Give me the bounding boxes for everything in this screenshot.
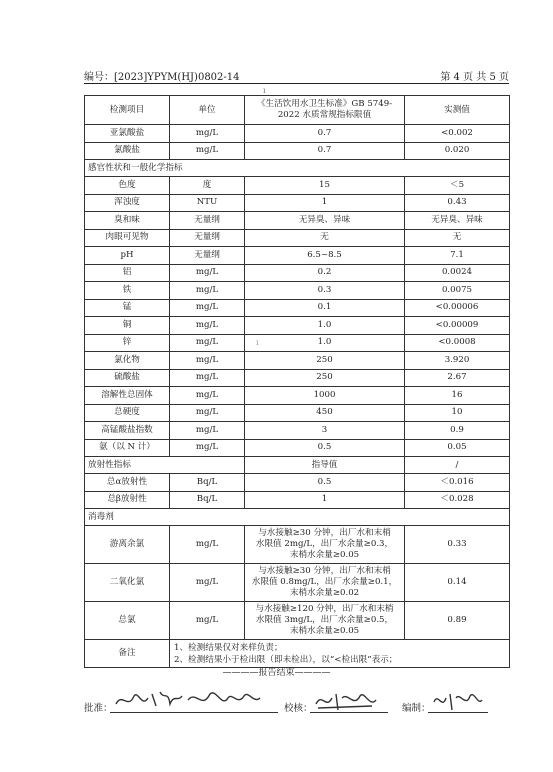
limit-value: 15 [245, 177, 405, 195]
measured-value: 0.14 [405, 564, 510, 602]
limit-value: 0.3 [245, 282, 405, 300]
measured-value: 0.33 [405, 526, 510, 564]
limit-value: 1.0 [245, 317, 405, 335]
table-row [85, 491, 510, 509]
table-row [85, 142, 510, 160]
unit: mg/L [170, 369, 245, 387]
item-name: 氨（以 N 计） [85, 439, 170, 457]
limit-value: 无异臭、异味 [245, 212, 405, 230]
limit-value: 450 [245, 404, 405, 422]
unit: mg/L [170, 439, 245, 457]
table-header-row [85, 96, 510, 125]
unit: mg/L [170, 317, 245, 335]
limit-line: 与水接触≥30 分钟，出厂水和末梢 [258, 528, 391, 538]
measured-value: 无 [405, 229, 510, 247]
table-row [85, 264, 510, 282]
unit: mg/L [170, 264, 245, 282]
section-row [85, 509, 510, 526]
unit: 度 [170, 177, 245, 195]
table-row [85, 422, 510, 440]
compiler-signature [430, 688, 486, 714]
report-number: 编号：[2023]YPYM(HJ)0802-14 [84, 72, 240, 83]
limit-value [245, 564, 405, 602]
measured-value: ＜0.028 [405, 491, 510, 509]
table-row [85, 177, 510, 195]
measured-value: 0.43 [405, 194, 510, 212]
limit-value: 1000 [245, 387, 405, 405]
limit-value: 1 [245, 491, 405, 509]
item-name: 臭和味 [85, 212, 170, 230]
item-name: 溶解性总固体 [85, 387, 170, 405]
compile-label: 编制： [402, 703, 431, 714]
table-row [85, 387, 510, 405]
section-title: 消毒剂 [85, 509, 510, 526]
item-name: 总β放射性 [85, 491, 170, 509]
unit: mg/L [170, 334, 245, 352]
measured-value: <0.0008 [405, 334, 510, 352]
limit-line: 与水接触≥120 分钟，出厂水和末梢 [255, 604, 394, 614]
remark-line: 2、检测结果小于检出限（即未检出），以“<检出限”表示； [174, 654, 398, 665]
table-row [85, 334, 510, 352]
measured-value: ＜0.016 [405, 474, 510, 492]
approver-signature [112, 686, 272, 714]
unit: mg/L [170, 404, 245, 422]
limit-value: 1.0 [245, 334, 405, 352]
item-name: 亚氯酸盐 [85, 125, 170, 143]
header-limit: 《生活饮用水卫生标准》GB 5749-2022 水质常规指标限值 [245, 96, 405, 125]
limit-line: 末梢水余量≥0.05 [289, 626, 360, 636]
limit-value: 0.2 [245, 264, 405, 282]
remark-line: 1、检测结果仅对来样负责； [174, 642, 283, 653]
item-name: 氯化物 [85, 352, 170, 370]
approve-label: 批准： [84, 703, 113, 714]
item-name: 锰 [85, 299, 170, 317]
results-table [84, 95, 510, 668]
unit: mg/L [170, 564, 245, 602]
item-name: 铜 [85, 317, 170, 335]
limit-value [245, 526, 405, 564]
header-unit: 单位 [170, 96, 245, 125]
measured-placeholder: / [405, 457, 510, 474]
unit: Bq/L [170, 491, 245, 509]
item-name: 铁 [85, 282, 170, 300]
reviewer-signature [312, 688, 386, 714]
measured-value: 3.920 [405, 352, 510, 370]
measured-value: <0.002 [405, 125, 510, 143]
unit: mg/L [170, 526, 245, 564]
limit-line: 水限值 2mg/L，出厂水余量≥0.3， [255, 539, 394, 549]
limit-value: 250 [245, 352, 405, 370]
table-row [85, 439, 510, 457]
unit: mg/L [170, 352, 245, 370]
unit: 无量纲 [170, 247, 245, 265]
limit-value: 无 [245, 229, 405, 247]
remarks-row [85, 640, 510, 668]
unit: mg/L [170, 299, 245, 317]
measured-value: 0.9 [405, 422, 510, 440]
measured-value: 0.05 [405, 439, 510, 457]
item-name: 色度 [85, 177, 170, 195]
item-name: 肉眼可见物 [85, 229, 170, 247]
unit: NTU [170, 194, 245, 212]
measured-value: 16 [405, 387, 510, 405]
disinfectant-row [85, 602, 510, 640]
limit-value: 6.5~8.5 [245, 247, 405, 265]
unit: 无量纲 [170, 229, 245, 247]
item-name: 浑浊度 [85, 194, 170, 212]
item-name: 铝 [85, 264, 170, 282]
item-name: 总硬度 [85, 404, 170, 422]
unit: 无量纲 [170, 212, 245, 230]
limit-value: 250 [245, 369, 405, 387]
measured-value: <0.00006 [405, 299, 510, 317]
measured-value: 0.0075 [405, 282, 510, 300]
item-name: 二氧化氯 [85, 564, 170, 602]
limit-value: 0.5 [245, 474, 405, 492]
limit-value: 1 [245, 194, 405, 212]
limit-value: 0.7 [245, 142, 405, 160]
measured-value: 0.89 [405, 602, 510, 640]
measured-value: 0.0024 [405, 264, 510, 282]
guide-value-header: 指导值 [245, 457, 405, 474]
table-row [85, 404, 510, 422]
limit-value: 0.7 [245, 125, 405, 143]
header-rule [84, 83, 509, 84]
table-row [85, 369, 510, 387]
limit-value: 0.1 [245, 299, 405, 317]
measured-value: 0.020 [405, 142, 510, 160]
unit: mg/L [170, 125, 245, 143]
section-title: 放射性指标 [85, 457, 245, 474]
item-name: 总氯 [85, 602, 170, 640]
table-row [85, 247, 510, 265]
table-row [85, 474, 510, 492]
scan-mark: ı [263, 86, 266, 95]
page-count: 第 4 页 共 5 页 [440, 72, 509, 83]
page-header [84, 68, 509, 82]
table-row [85, 125, 510, 143]
measured-value: 无异臭、异味 [405, 212, 510, 230]
item-name: 硫酸盐 [85, 369, 170, 387]
limit-line: 末梢水余量≥0.05 [289, 550, 360, 560]
unit: mg/L [170, 387, 245, 405]
limit-line: 水限值 0.8mg/L，出厂水余量≥0.1， [251, 577, 398, 587]
header-measured: 实测值 [405, 96, 510, 125]
measured-value: 2.67 [405, 369, 510, 387]
table-row [85, 317, 510, 335]
remarks-text [170, 640, 510, 668]
measured-value: 7.1 [405, 247, 510, 265]
unit: Bq/L [170, 474, 245, 492]
limit-value: 3 [245, 422, 405, 440]
limit-line: 与水接触≥30 分钟，出厂水和末梢 [258, 566, 391, 576]
table-row [85, 212, 510, 230]
item-name: 锌 [85, 334, 170, 352]
limit-line: 水限值 3mg/L，出厂水余量≥0.5， [255, 615, 394, 625]
limit-value [245, 602, 405, 640]
table-row [85, 282, 510, 300]
unit: mg/L [170, 282, 245, 300]
scan-mark: ı [256, 338, 259, 347]
review-label: 校核： [284, 703, 313, 714]
section-row [85, 457, 510, 474]
section-title: 感官性状和一般化学指标 [85, 160, 510, 177]
disinfectant-row [85, 526, 510, 564]
item-name: 氯酸盐 [85, 142, 170, 160]
disinfectant-row [85, 564, 510, 602]
section-row [85, 160, 510, 177]
table-row [85, 299, 510, 317]
signature-footer [84, 686, 509, 720]
report-end: ————报告结束———— [222, 668, 331, 678]
table-row [85, 229, 510, 247]
item-name: 高锰酸盐指数 [85, 422, 170, 440]
measured-value: 10 [405, 404, 510, 422]
item-name: pH [85, 247, 170, 265]
item-name: 游离余氯 [85, 526, 170, 564]
measured-value: ＜5 [405, 177, 510, 195]
unit: mg/L [170, 422, 245, 440]
limit-line: 末梢水余量≥0.02 [289, 588, 360, 598]
measured-value: <0.00009 [405, 317, 510, 335]
table-row [85, 352, 510, 370]
header-item: 检测项目 [85, 96, 170, 125]
unit: mg/L [170, 142, 245, 160]
unit: mg/L [170, 602, 245, 640]
table-row [85, 194, 510, 212]
remarks-label: 备注 [85, 640, 170, 668]
item-name: 总α放射性 [85, 474, 170, 492]
limit-value: 0.5 [245, 439, 405, 457]
